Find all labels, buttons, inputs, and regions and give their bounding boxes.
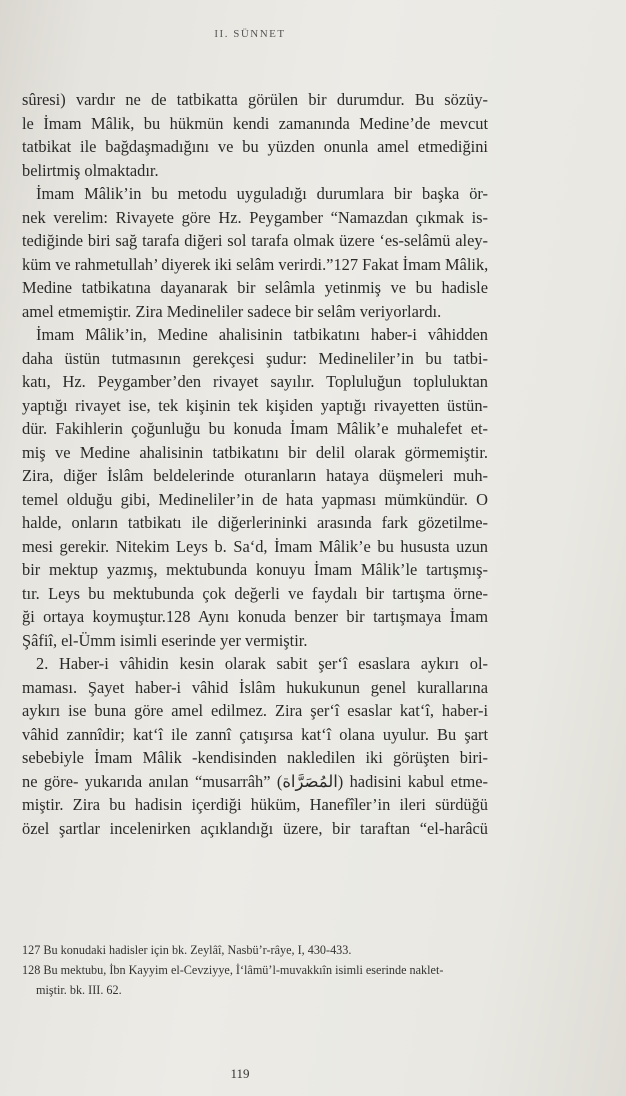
running-head: II. SÜNNET (214, 28, 286, 40)
text-line: miş ve Medine ahalisinin tatbikatını bir delil olarak görmemiştir. (22, 442, 488, 462)
footnote-128-continuation: miştir. bk. III. 62. (36, 983, 122, 997)
text-line: katı, Hz. Peygamber’den rivayet sayılır. Topluluğun topluluktan (22, 372, 488, 391)
text-line: İmam Mâlik’in, Medine ahalisinin tatbikatını haber-i vâhidden (36, 325, 488, 344)
text-line: Şâfiî, el-Ümm isimli eserinde yer vermiştir. (22, 630, 308, 650)
footnotes (22, 940, 492, 1000)
text-line: daha üstün tutmasının gerekçesi şudur: Medineliler’in bu tatbi- (22, 348, 488, 368)
page-number: 119 (230, 1066, 250, 1081)
text-line: Zira, diğer İslâm beldelerinde oturanların hataya düşmeleri muh- (22, 466, 488, 485)
text-line: miştir. Zira bu hadisin içerdiği hüküm, Hanefîler’in ileri sürdüğü (22, 795, 488, 814)
text-line: tediğinde biri sağ tarafa diğeri sol tarafa olmak üzere ‘es-selâmü aley- (22, 231, 488, 250)
text-line: tır. Leys bu mektubunda çok değerli ve faydalı bir tartışma örne- (22, 583, 488, 603)
text-line: sûresi) vardır ne de tatbikatta görülen bir durumdur. Bu sözüy- (22, 90, 488, 109)
text-line: sebebiyle İmam Mâlik -kendisinden nakledilen iki görüşten biri- (22, 748, 488, 767)
text-line: vâhid zannîdir; kat‘î ile zannî çatışırsa kat‘î olana uyulur. Bu şart (22, 724, 488, 744)
text-line: temel olduğu gibi, Medineliler’in de hata yapması mümkündür. O (22, 489, 488, 509)
text-line: nek verelim: Rivayete göre Hz. Peygamber “Namazdan çıkmak is- (22, 207, 488, 227)
body-text (22, 88, 488, 840)
footnote-127: 127 Bu konudaki hadisler için bk. Zeylâî, Nasbü’r-râye, I, 430-433. (22, 943, 352, 957)
text-line: özel şartlar incelenirken açıklandığı üzere, bir taraftan “el-harâcü (22, 818, 488, 838)
text-line: İmam Mâlik’in bu metodu uyguladığı durumlara bir başka ör- (36, 184, 488, 203)
text-line: yaptığı rivayet ise, tek kişinin tek kişiden yaptığı rivayetten üstün- (22, 395, 488, 415)
footnote-128: 128 Bu mektubu, İbn Kayyim el-Cevziyye, İ‘lâmü’l-muvakkıîn isimli eserinde naklet- (22, 963, 444, 977)
text-line: küm ve rahmetullah’ diyerek iki selâm verirdi.”127 Fakat İmam Mâlik, (22, 254, 488, 274)
text-line: Medine tatbikatına dayanarak bir selâmla yetinmiş ve bu hadisle (22, 278, 488, 297)
text-line: amel etmemiştir. Zira Medineliler sadece bir selâm veriyorlardı. (22, 301, 442, 321)
text-line: maması. Şayet haber-i vâhid İslâm hukukunun genel kurallarına (22, 677, 488, 697)
text-line: le İmam Mâlik, bu hükmün kendi zamanında Medine’de mevcut (22, 113, 488, 133)
text-line: belirtmiş olmaktadır. (22, 160, 159, 180)
text-line: bir mektup yazmış, mektubunda konuyu İmam Mâlik’le tartışmış- (22, 560, 488, 579)
text-line: ne göre- yukarıda anılan “musarrâh” (المُصَرَّاة) hadisini kabul etme- (22, 771, 488, 791)
text-line: ği ortaya koymuştur.128 Aynı konuda benzer bir tartışmaya İmam (22, 607, 488, 626)
text-line: 2. Haber-i vâhidin kesin olarak sabit şer‘î esaslara aykırı ol- (36, 654, 488, 673)
text-line: halde, onların tatbikatı ile diğerlerininki arasında fark gözetilme- (22, 513, 488, 532)
text-line: dür. Fakihlerin çoğunluğu bu konuda İmam Mâlik’e muhalefet et- (22, 419, 488, 438)
text-line: tatbikat ile bağdaşmadığını ve bu yüzden onunla amel etmediğini (22, 137, 488, 156)
text-line: mesi gerekir. Nitekim Leys b. Sa‘d, İmam Mâlik’e bu hususta uzun (22, 536, 488, 556)
text-line: aykırı ise buna göre amel edilmez. Zira şer‘î esaslar kat‘î, haber-i (22, 701, 488, 720)
